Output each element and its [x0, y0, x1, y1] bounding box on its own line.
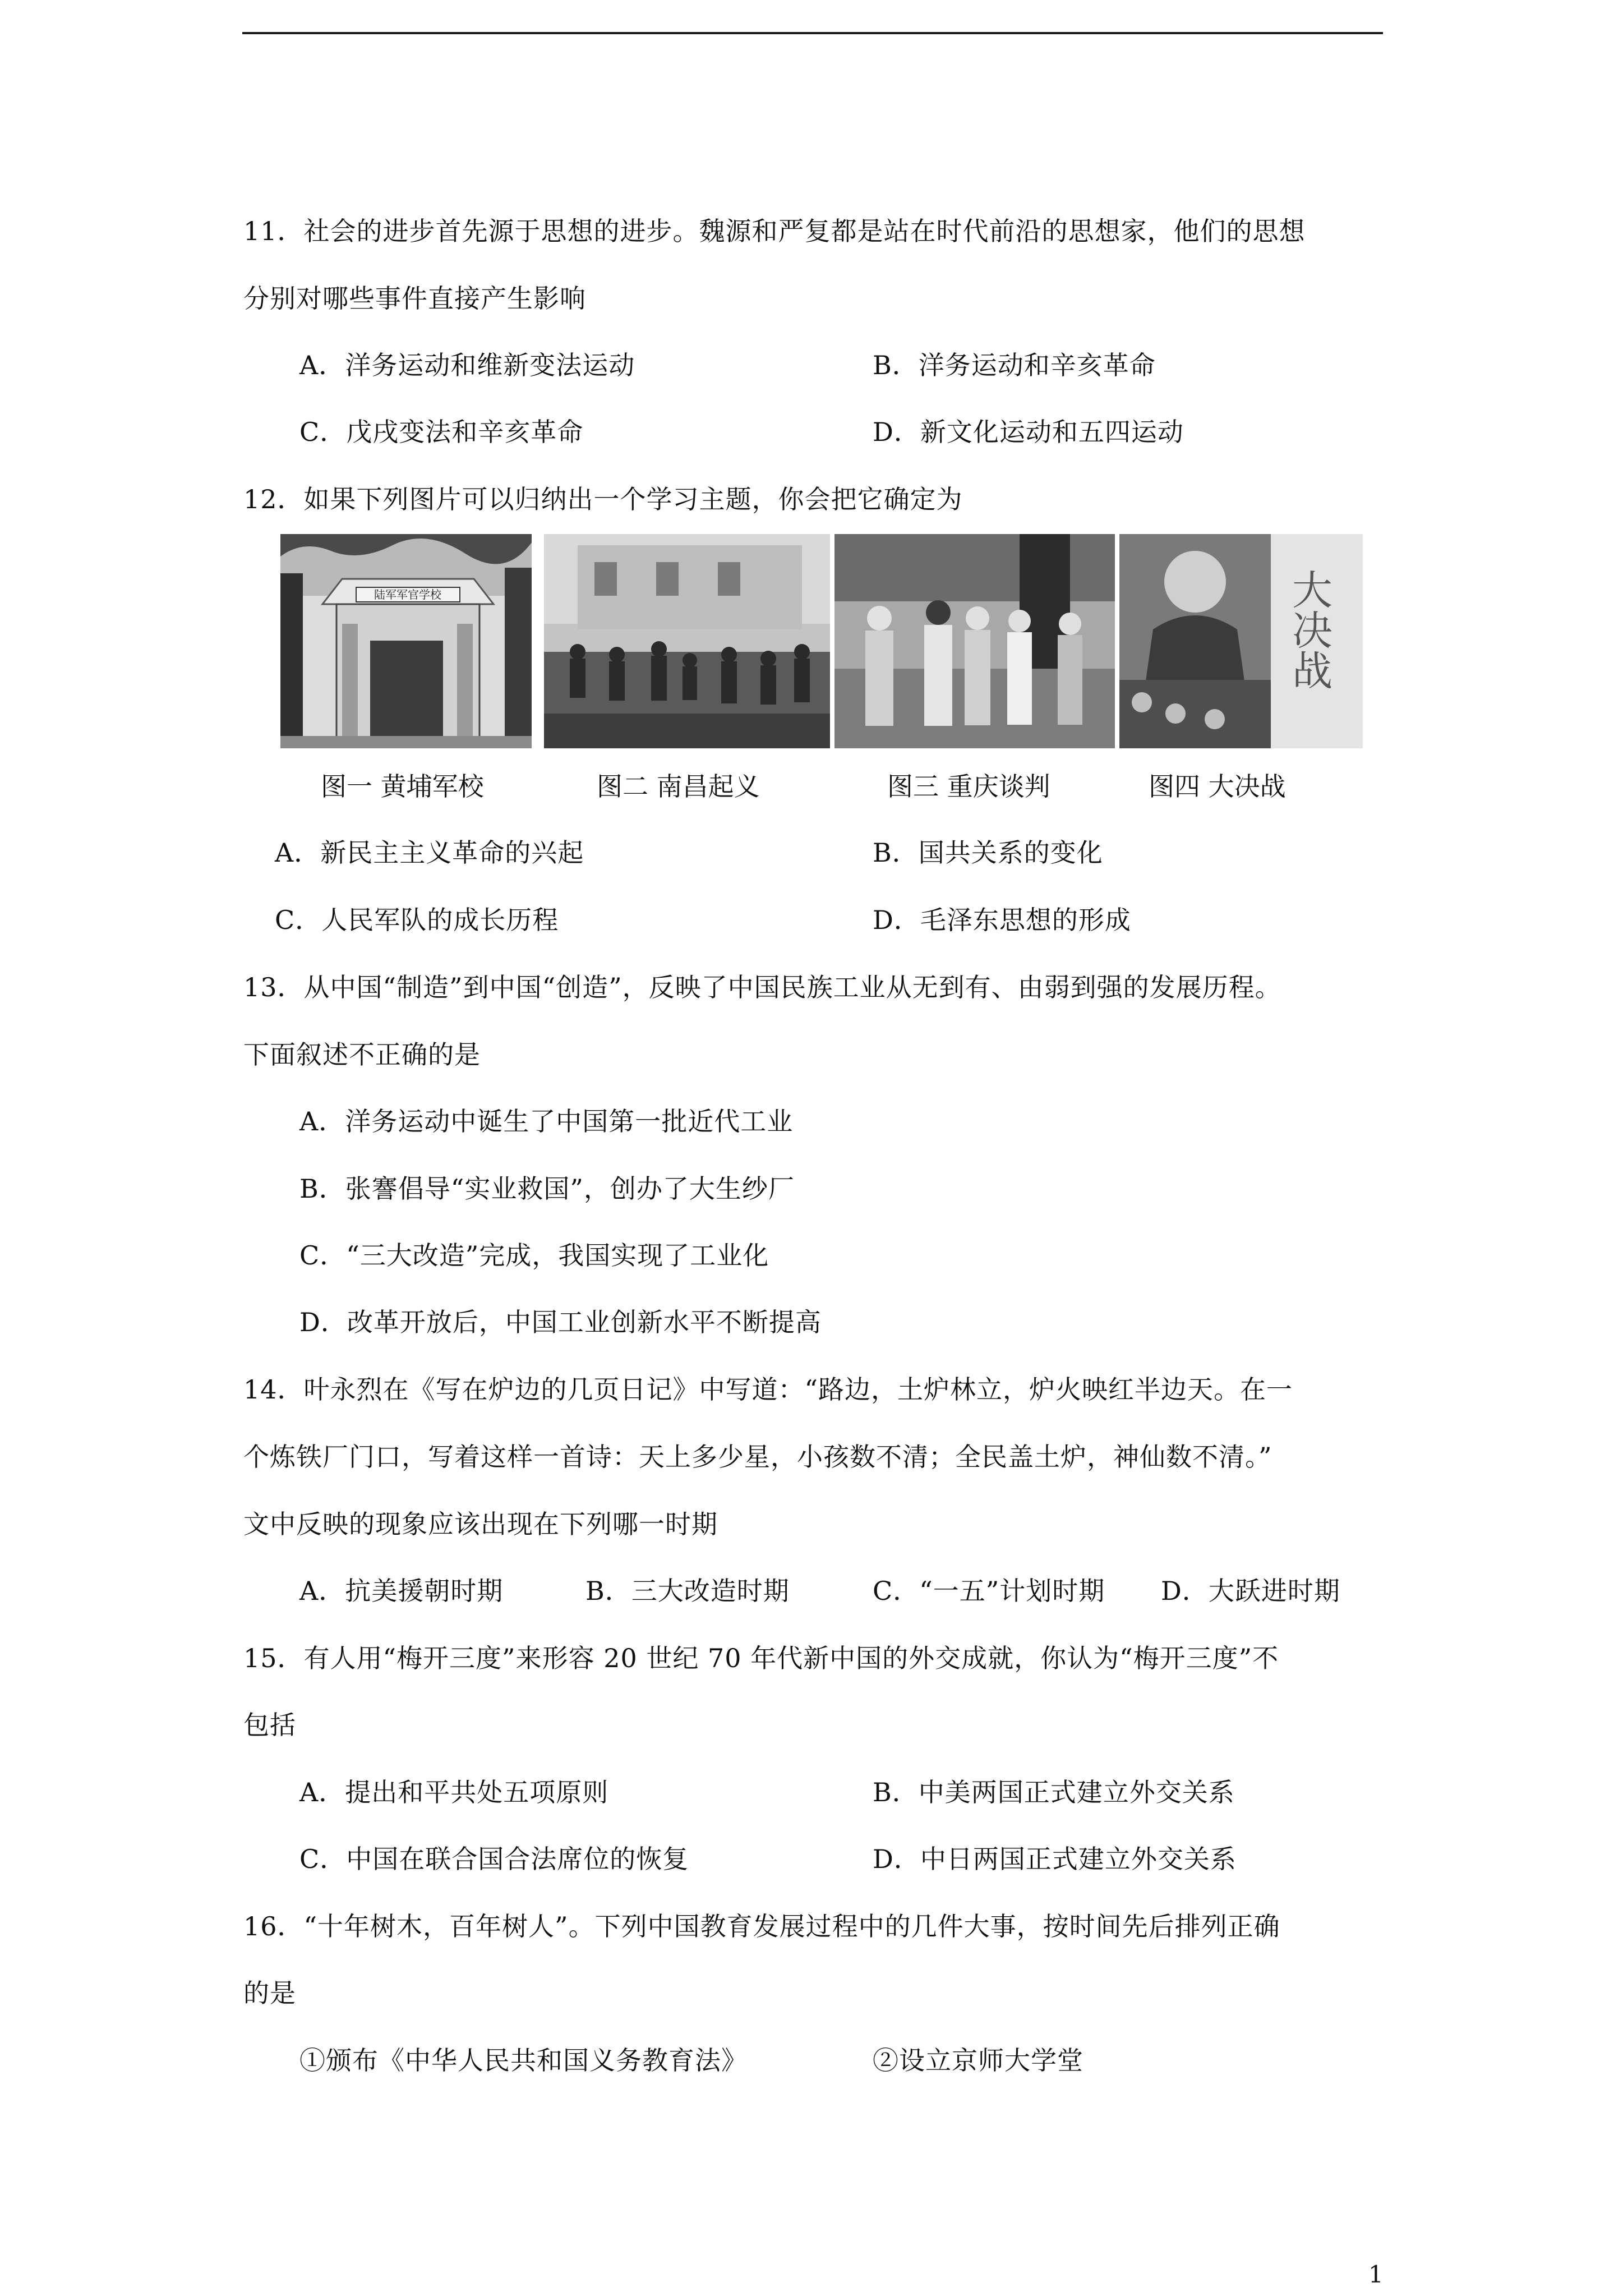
q14-option-b: B．三大改造时期 [585, 1576, 790, 1606]
q14-stem-line1: 14．叶永烈在《写在炉边的几页日记》中写道：“路边，土炉林立，炉火映红半边天。在一 [243, 1374, 1293, 1405]
caption-figure-1: 图一 黄埔军校 [321, 771, 484, 802]
q13-option-b: B．张謇倡导“实业救国”，创办了大生纱厂 [299, 1174, 795, 1204]
q16-item-1: ①颁布《中华人民共和国义务教育法》 [299, 2045, 748, 2076]
q14-stem-line3: 文中反映的现象应该出现在下列哪一时期 [243, 1509, 718, 1539]
q15-option-c: C．中国在联合国合法席位的恢复 [299, 1844, 689, 1874]
caption-figure-2: 图二 南昌起义 [597, 771, 760, 802]
q12-option-a: A．新民主主义革命的兴起 [275, 838, 584, 868]
q13-option-c: C．“三大改造”完成，我国实现了工业化 [299, 1240, 769, 1271]
photo-whampoa-academy [280, 534, 532, 748]
q12-option-d: D．毛泽东思想的形成 [873, 905, 1131, 935]
q11-option-b: B．洋务运动和辛亥革命 [873, 350, 1156, 380]
photo-decisive-battle [1119, 534, 1363, 748]
q14-option-a: A．抗美援朝时期 [299, 1576, 504, 1606]
decisive-battle-calligraphy: 大决战 [1285, 569, 1332, 690]
q15-option-a: A．提出和平共处五项原则 [299, 1777, 609, 1807]
page-number: 1 [1368, 2261, 1384, 2288]
photo-nanchang-uprising [544, 534, 830, 748]
q15-stem-line1: 15．有人用“梅开三度”来形容 20 世纪 70 年代新中国的外交成就，你认为“梅开三度”不 [243, 1643, 1279, 1673]
q13-stem-line2: 下面叙述不正确的是 [243, 1039, 481, 1070]
q15-option-d: D．中日两国正式建立外交关系 [873, 1844, 1237, 1874]
q11-option-a: A．洋务运动和维新变法运动 [299, 350, 635, 380]
q13-option-a: A．洋务运动中诞生了中国第一批近代工业 [299, 1106, 794, 1137]
q11-option-d: D．新文化运动和五四运动 [873, 417, 1184, 447]
q12-option-b: B．国共关系的变化 [873, 838, 1103, 868]
q12-stem: 12．如果下列图片可以归纳出一个学习主题，你会把它确定为 [243, 484, 963, 514]
q14-stem-line2: 个炼铁厂门口，写着这样一首诗：天上多少星，小孩数不清；全民盖土炉，神仙数不清。” [243, 1442, 1272, 1472]
whampoa-sign-text: 陆军军官学校 [374, 588, 441, 601]
header-rule [242, 32, 1383, 34]
q13-option-d: D．改革开放后，中国工业创新水平不断提高 [299, 1307, 822, 1337]
q12-option-c: C．人民军队的成长历程 [275, 905, 559, 935]
q11-stem-line2: 分别对哪些事件直接产生影响 [243, 283, 586, 314]
q15-stem-line2: 包括 [243, 1710, 296, 1740]
q14-option-d: D．大跃进时期 [1161, 1576, 1340, 1606]
q14-option-c: C．“一五”计划时期 [873, 1576, 1105, 1606]
q16-item-2: ②设立京师大学堂 [873, 2045, 1083, 2076]
photo-chongqing-negotiation [834, 534, 1115, 748]
q11-stem-line1: 11．社会的进步首先源于思想的进步。魏源和严复都是站在时代前沿的思想家，他们的思想 [243, 216, 1306, 246]
q15-option-b: B．中美两国正式建立外交关系 [873, 1777, 1235, 1807]
q16-stem-line2: 的是 [243, 1978, 296, 2008]
caption-figure-4: 图四 大决战 [1149, 771, 1286, 802]
q11-option-c: C．戊戌变法和辛亥革命 [299, 417, 584, 447]
caption-figure-3: 图三 重庆谈判 [887, 771, 1050, 802]
q13-stem-line1: 13．从中国“制造”到中国“创造”，反映了中国民族工业从无到有、由弱到强的发展历程。 [243, 972, 1281, 1002]
q16-stem-line1: 16．“十年树木，百年树人”。下列中国教育发展过程中的几件大事，按时间先后排列正确 [243, 1911, 1280, 1941]
